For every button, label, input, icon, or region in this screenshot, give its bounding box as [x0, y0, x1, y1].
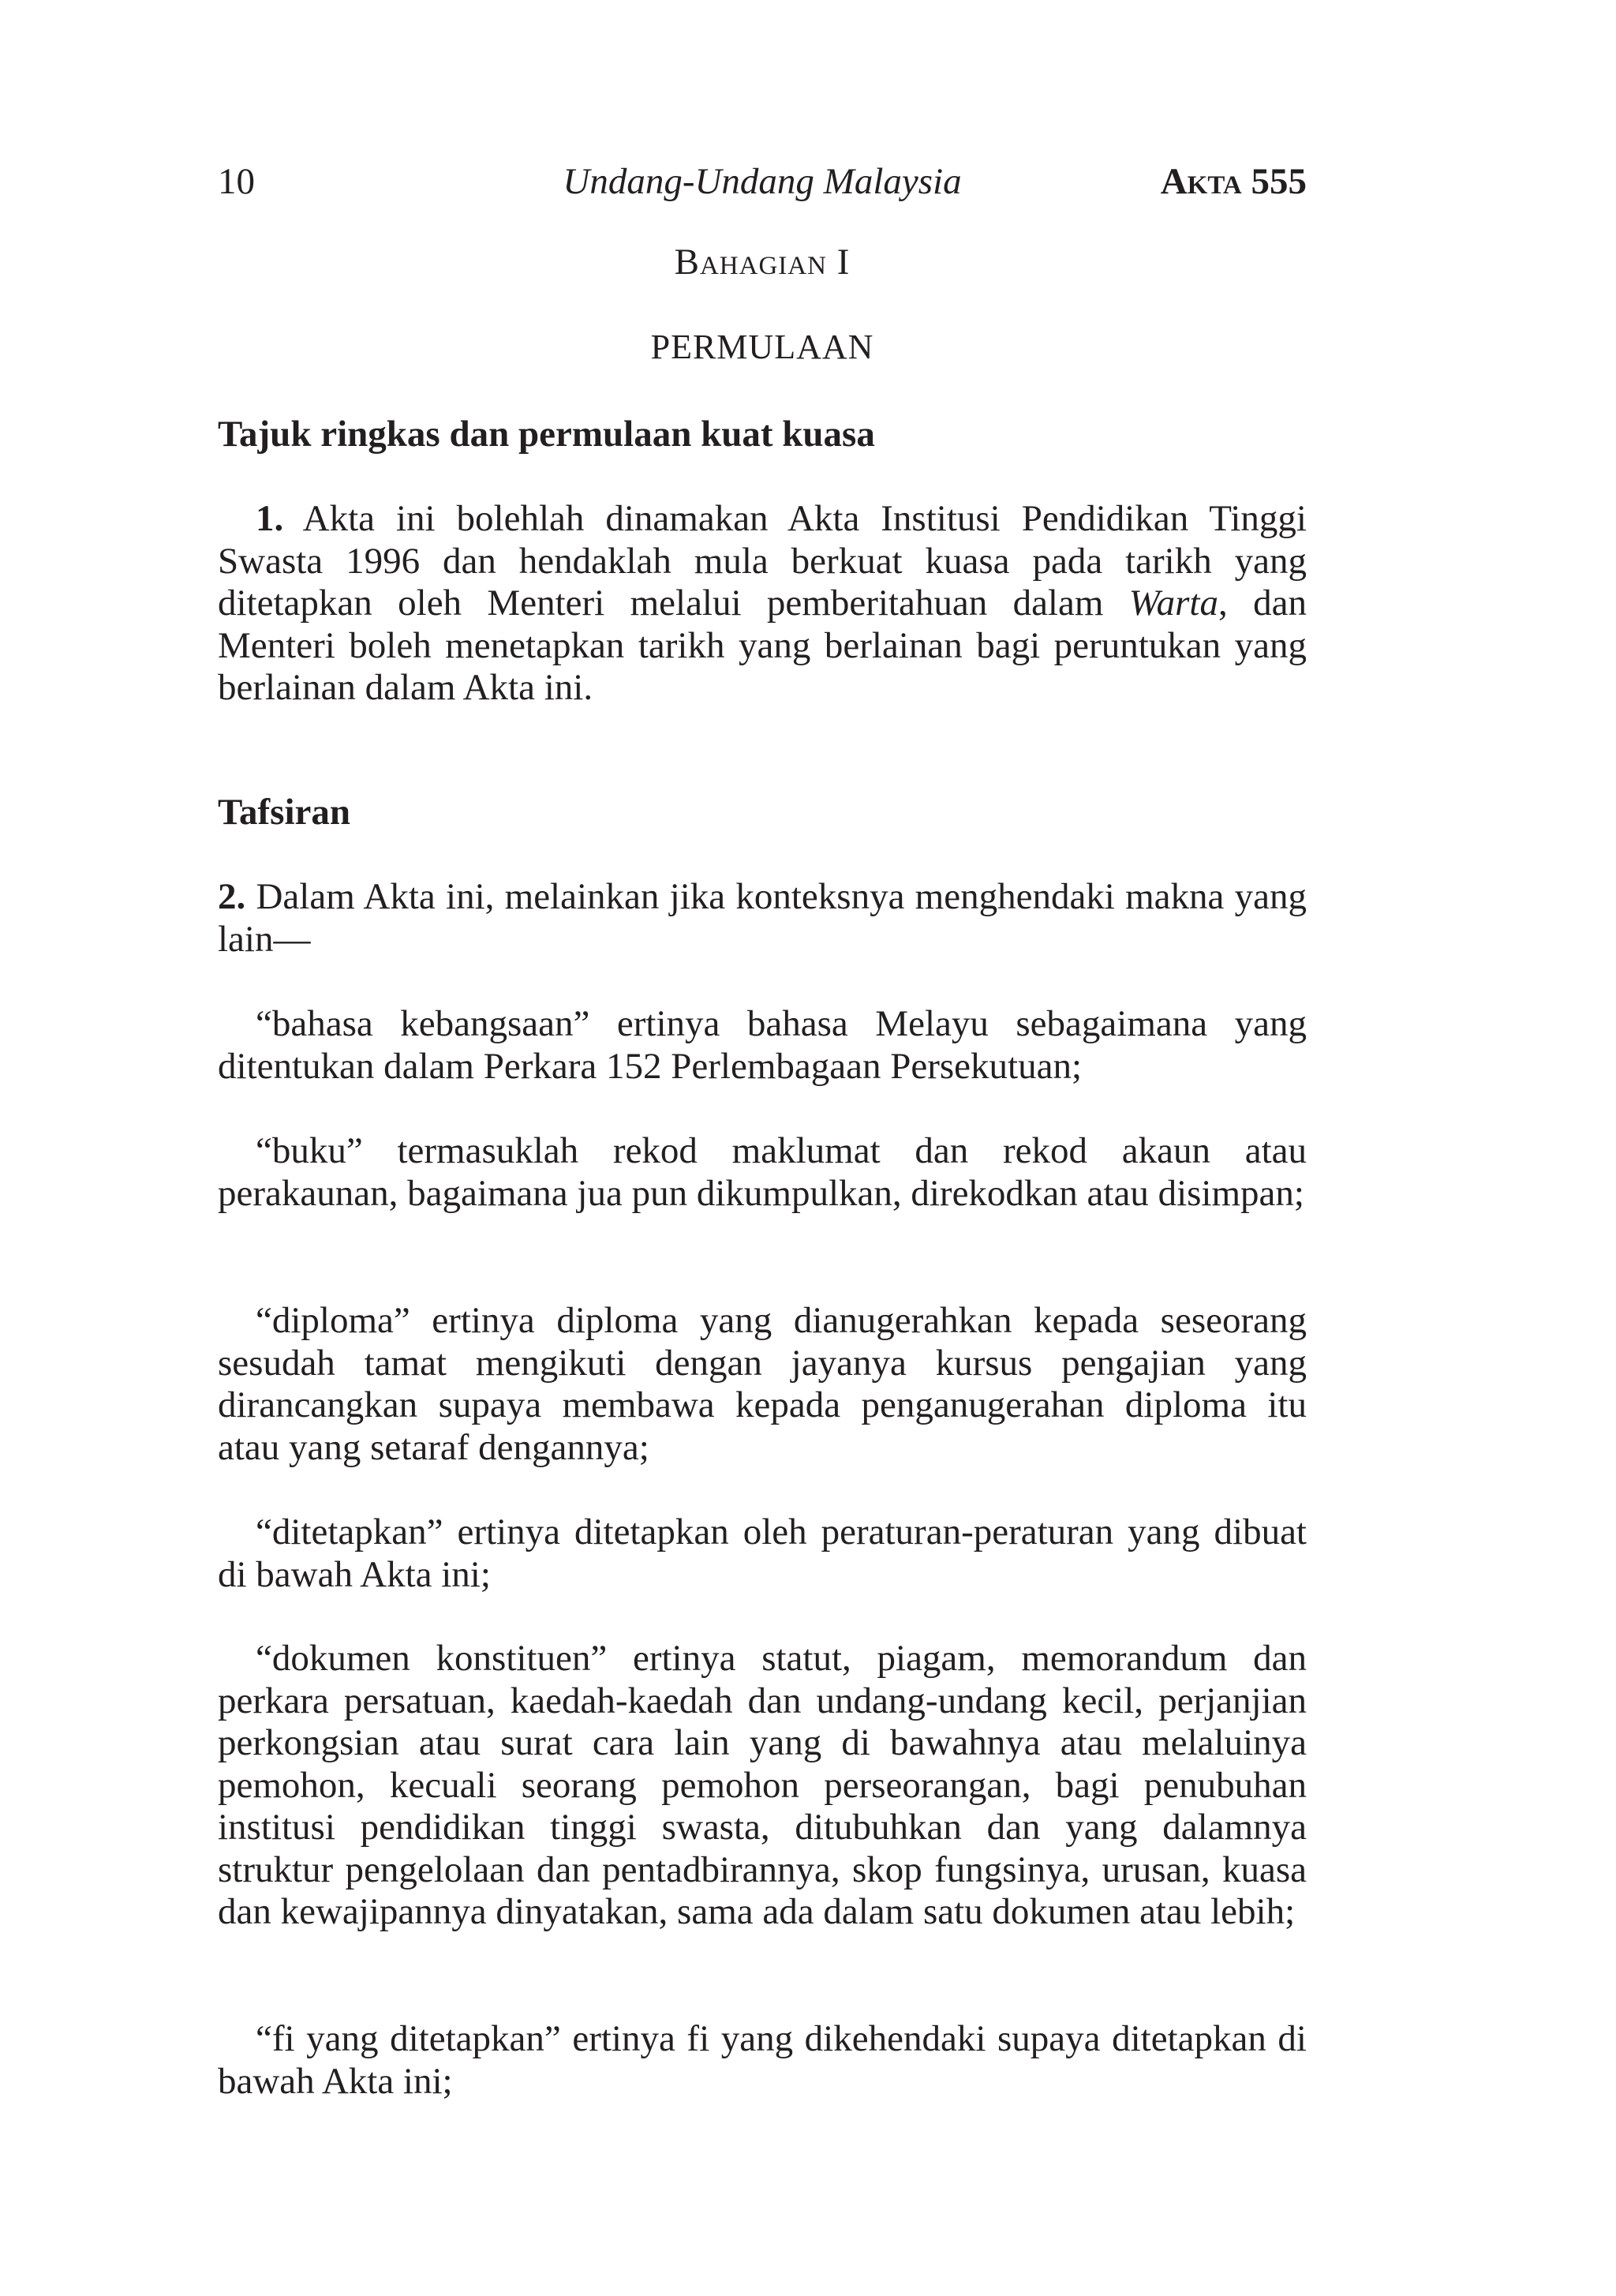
section-1-text-b: , dan Menteri boleh menetapkan tarikh yang berlainan bagi peruntukan yang berlainan dalam Akta ini.: [218, 582, 1307, 708]
definition-item: “dokumen konstituen” ertinya statut, piagam, memorandum dan perkara persatuan, kaedah-kaedah dan undang-undang kecil, perjanjian perkongsian atau surat cara lain yang di bawahnya atau melaluinya pemohon, kecuali seorang pemohon perseorangan, bagi penubuhan institusi pendidikan tinggi swasta, ditubuhkan dan yang dalamnya struktur pengelolaan dan pentadbirannya, skop fungsinya, urusan, kuasa dan kewajipannya dinyatakan, sama ada dalam satu dokumen atau lebih;: [218, 1638, 1307, 1932]
running-header: [218, 158, 1307, 205]
part-title: PERMULAAN: [650, 328, 874, 366]
section-1-heading: Tajuk ringkas dan permulaan kuat kuasa: [218, 414, 875, 455]
definition-item: “ditetapkan” ertinya ditetapkan oleh peraturan-peraturan yang dibuat di bawah Akta ini;: [218, 1511, 1307, 1595]
act-prefix: Akta: [1160, 161, 1242, 202]
definition-item: “diploma” ertinya diploma yang dianugerahkan kepada seseorang sesudah tamat mengikuti dengan jayanya kursus pengajian yang dirancangkan supaya membawa kepada penganugerahan diploma itu atau yang setaraf dengannya;: [218, 1300, 1307, 1468]
act-number: 555: [1251, 161, 1307, 202]
part-label: Bahagian I: [674, 242, 851, 283]
section-1-number: 1.: [256, 498, 284, 539]
section-2-heading: Tafsiran: [218, 792, 351, 833]
act-label: [1161, 158, 1307, 205]
definition-item: “bahasa kebangsaan” ertinya bahasa Melayu sebagaimana yang ditentukan dalam Perkara 152 Perlembagaan Persekutuan;: [218, 1003, 1307, 1087]
page-number: 10: [218, 161, 255, 202]
section-1-italic: Warta: [1128, 582, 1218, 624]
section-2-intro-text: Dalam Akta ini, melainkan jika konteksnya menghendaki makna yang lain—: [218, 876, 1307, 960]
definition-item: “buku” termasuklah rekod maklumat dan rekod akaun atau perakaunan, bagaimana jua pun dikumpulkan, direkodkan atau disimpan;: [218, 1130, 1307, 1214]
section-1-text-a: Akta ini bolehlah dinamakan Akta Institusi Pendidikan Tinggi Swasta 1996 dan hendaklah mula berkuat kuasa pada tarikh yang ditetapkan oleh Menteri melalui pemberitahuan dalam: [218, 498, 1307, 624]
section-1-text: [218, 498, 1307, 710]
section-2-intro: [218, 876, 1307, 961]
definition-item: “fi yang ditetapkan” ertinya fi yang dikehendaki supaya ditetapkan di bawah Akta ini;: [218, 2018, 1307, 2102]
document-title: Undang-Undang Malaysia: [563, 161, 962, 202]
section-2-number: 2.: [218, 876, 246, 917]
